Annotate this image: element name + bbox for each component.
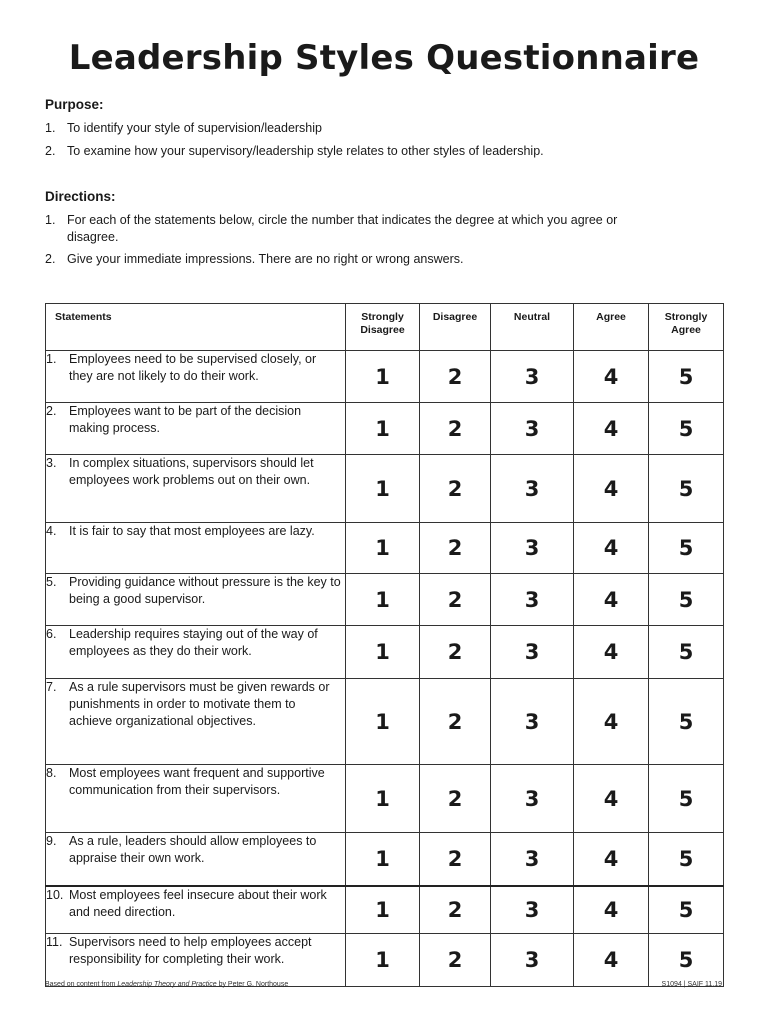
statement-text: As a rule, leaders should allow employees to appraise their own work. (69, 834, 317, 865)
score-option-3[interactable]: 3 (491, 455, 574, 523)
statement-number: 7. (46, 680, 57, 694)
source-title: Leadership Theory and Practice (117, 981, 217, 988)
score-option-1[interactable]: 1 (346, 886, 420, 934)
score-option-4[interactable]: 4 (574, 523, 649, 574)
statement-text: Leadership requires staying out of the way of employees as they do their work. (69, 627, 318, 658)
table-row (46, 626, 724, 679)
score-option-3[interactable]: 3 (491, 574, 574, 626)
score-option-4[interactable]: 4 (574, 351, 649, 403)
directions-item-text: For each of the statements below, circle the number that indicates the degree at which you agree or disagree. (67, 213, 618, 244)
questionnaire-table (45, 303, 724, 987)
header-agree: Agree (574, 304, 649, 351)
score-option-5[interactable]: 5 (649, 833, 724, 886)
score-option-1[interactable]: 1 (346, 934, 420, 987)
score-option-2[interactable]: 2 (420, 403, 491, 455)
statement-number: 2. (46, 404, 57, 418)
purpose-item-text: To identify your style of supervision/leadership (67, 121, 322, 135)
score-option-4[interactable]: 4 (574, 455, 649, 523)
table-row (46, 765, 724, 833)
statement-text: It is fair to say that most employees are lazy. (69, 524, 315, 538)
score-option-4[interactable]: 4 (574, 833, 649, 886)
score-option-5[interactable]: 5 (649, 765, 724, 833)
score-option-2[interactable]: 2 (420, 523, 491, 574)
score-option-2[interactable]: 2 (420, 765, 491, 833)
table-row (46, 833, 724, 886)
table-row (46, 679, 724, 765)
statement-cell (46, 523, 346, 574)
score-option-1[interactable]: 1 (346, 455, 420, 523)
score-option-4[interactable]: 4 (574, 626, 649, 679)
score-option-4[interactable]: 4 (574, 403, 649, 455)
score-option-1[interactable]: 1 (346, 351, 420, 403)
table-row (46, 523, 724, 574)
score-option-3[interactable]: 3 (491, 351, 574, 403)
statement-number: 10. (46, 887, 64, 902)
table-row (46, 934, 724, 987)
score-option-1[interactable]: 1 (346, 679, 420, 765)
score-option-5[interactable]: 5 (649, 934, 724, 987)
directions-item-number: 2. (45, 252, 56, 266)
statement-text: Providing guidance without pressure is the key to being a good supervisor. (69, 575, 341, 606)
score-option-4[interactable]: 4 (574, 574, 649, 626)
score-option-5[interactable]: 5 (649, 679, 724, 765)
table-header-row (46, 304, 724, 351)
score-option-2[interactable]: 2 (420, 626, 491, 679)
purpose-heading: Purpose: (45, 97, 104, 112)
score-option-2[interactable]: 2 (420, 886, 491, 934)
score-option-1[interactable]: 1 (346, 833, 420, 886)
statement-number: 11. (46, 935, 63, 949)
score-option-4[interactable]: 4 (574, 886, 649, 934)
score-option-2[interactable]: 2 (420, 679, 491, 765)
statement-text: Employees want to be part of the decision making process. (69, 404, 302, 435)
score-option-4[interactable]: 4 (574, 679, 649, 765)
statement-number: 9. (46, 834, 57, 848)
source-prefix: Based on content from (45, 981, 118, 988)
score-option-1[interactable]: 1 (346, 523, 420, 574)
score-option-1[interactable]: 1 (346, 626, 420, 679)
statement-number: 3. (46, 456, 57, 470)
statement-text: Most employees want frequent and supportive communication from their supervisors. (69, 766, 325, 797)
table-row (46, 403, 724, 455)
statement-text: Supervisors need to help employees accept responsibility for completing their work. (69, 935, 312, 966)
score-option-2[interactable]: 2 (420, 574, 491, 626)
statement-cell (46, 679, 346, 765)
score-option-5[interactable]: 5 (649, 523, 724, 574)
header-strongly-agree: Strongly Agree (649, 304, 724, 351)
score-option-2[interactable]: 2 (420, 351, 491, 403)
score-option-2[interactable]: 2 (420, 455, 491, 523)
statement-cell (46, 403, 346, 455)
source-credit (45, 981, 288, 988)
statement-number: 5. (46, 575, 57, 589)
directions-item-number: 1. (45, 213, 56, 227)
score-option-2[interactable]: 2 (420, 934, 491, 987)
header-disagree: Disagree (420, 304, 491, 351)
score-option-3[interactable]: 3 (491, 403, 574, 455)
header-strongly-disagree: Strongly Disagree (346, 304, 420, 351)
score-option-1[interactable]: 1 (346, 765, 420, 833)
header-neutral: Neutral (491, 304, 574, 351)
statement-cell (46, 574, 346, 626)
score-option-5[interactable]: 5 (649, 351, 724, 403)
table-row (46, 574, 724, 626)
score-option-2[interactable]: 2 (420, 833, 491, 886)
statement-cell (46, 626, 346, 679)
score-option-3[interactable]: 3 (491, 934, 574, 987)
statement-text: Employees need to be supervised closely, or they are not likely to do their work. (69, 352, 317, 383)
statement-cell (46, 351, 346, 403)
statement-cell (46, 886, 346, 934)
statement-cell (46, 833, 346, 886)
table-row (46, 455, 724, 523)
statement-cell (46, 455, 346, 523)
statement-text: In complex situations, supervisors should let employees work problems out on their own. (69, 456, 314, 487)
score-option-3[interactable]: 3 (491, 765, 574, 833)
statement-number: 6. (46, 627, 57, 641)
purpose-item-text: To examine how your supervisory/leadership style relates to other styles of leadership. (67, 144, 544, 158)
score-option-3[interactable]: 3 (491, 679, 574, 765)
score-option-5[interactable]: 5 (649, 455, 724, 523)
directions-heading: Directions: (45, 189, 116, 204)
statement-text: As a rule supervisors must be given rewards or punishments in order to motivate them to achieve organizational objectives. (69, 680, 330, 728)
score-option-1[interactable]: 1 (346, 574, 420, 626)
score-option-3[interactable]: 3 (491, 886, 574, 934)
score-option-1[interactable]: 1 (346, 403, 420, 455)
statement-cell (46, 765, 346, 833)
score-option-5[interactable]: 5 (649, 886, 724, 934)
score-option-5[interactable]: 5 (649, 626, 724, 679)
table-row (46, 886, 724, 934)
score-option-3[interactable]: 3 (491, 833, 574, 886)
score-option-4[interactable]: 4 (574, 934, 649, 987)
purpose-item-number: 1. (45, 121, 56, 135)
header-statements: Statements (46, 304, 346, 351)
table-row (46, 351, 724, 403)
document-code: S1094 | SAIF 11.19 (661, 981, 722, 988)
page-title: Leadership Styles Questionnaire (68, 38, 700, 78)
score-option-3[interactable]: 3 (491, 523, 574, 574)
statement-text: Most employees feel insecure about their work and need direction. (69, 887, 327, 919)
statement-cell (46, 934, 346, 987)
source-suffix: by Peter G. Northouse (216, 981, 289, 988)
statement-number: 1. (46, 352, 57, 366)
score-option-5[interactable]: 5 (649, 403, 724, 455)
directions-item-text: Give your immediate impressions. There are no right or wrong answers. (67, 252, 464, 266)
statement-number: 4. (46, 524, 57, 538)
score-option-4[interactable]: 4 (574, 765, 649, 833)
score-option-3[interactable]: 3 (491, 626, 574, 679)
score-option-5[interactable]: 5 (649, 574, 724, 626)
statement-number: 8. (46, 766, 57, 780)
purpose-item-number: 2. (45, 144, 56, 158)
